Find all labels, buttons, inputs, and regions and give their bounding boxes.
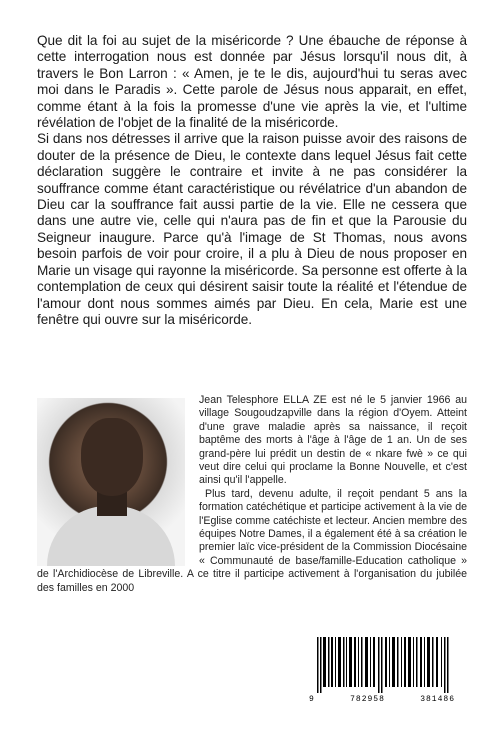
author-bio-paragraph-2: Plus tard, devenu adulte, il reçoit pendant 5 ans la formation catéchétique et participe activement à la vie de l'Eglise comme catéchiste et lecteur. Ancien membre des équipes Notre Dames, il a également été à sa création le premier laïc vice-président de la Commission Diocésaine « Communauté de base/famille-Education catholique » de l'Archidiocèse de Libreville. A ce titre il participe activement à l'organisation du jubilée des familles en 2000	[37, 487, 467, 594]
paragraph-1: Que dit la foi au sujet de la miséricorde ? Une ébauche de réponse à cette interrogation nous est donnée par Jésus lorsqu'il nous dit, à travers le Bon Larron : « Amen, je te le dis, aujourd'hui tu seras avec moi dans le Paradis ». Cette parole de Jésus nous apparait, en effet, comme étant à la fois la promesse d'une vie après la vie, et l'ultime révélation de l'objet de la finalité de la miséricorde.	[37, 33, 467, 131]
barcode-digit-group-1: 782958	[350, 695, 385, 704]
paragraph-2: Si dans nos détresses il arrive que la raison puisse avoir des raisons de douter de la présence de Dieu, le contexte dans lequel Jésus fait cette déclaration suggère le contraire et invite à ne pas considérer la souffrance comme étant caractéristique ou révélatrice d'un abandon de Dieu car la souffrance fait aussi partie de la vie. Elle ne cessera que dans une autre vie, celle qui n'aura pas de fin et que la Parousie du Seigneur inaugure. Parce qu'à l'image de St Thomas, nous avons besoin parfois de voir pour croire, il a plu à Dieu de nous proposer en Marie un visage qui rayonne la miséricorde. Sa personne est offerte à la contemplation de ceux qui désirent saisir toute la réalité et l'étendue de l'amour dont nous sommes aimés par Dieu. En cela, Marie est une fenêtre qui ouvre sur la miséricorde.	[37, 131, 467, 327]
barcode-digit-group-2: 381486	[420, 695, 455, 704]
author-bio	[37, 394, 467, 595]
author-photo	[37, 398, 185, 566]
author-bio-paragraph-1: Jean Telesphore ELLA ZE est né le 5 janvier 1966 au village Sougoudzapville dans la région d'Oyem. Atteint d'une grave maladie après sa naissance, il reçoit baptême des morts à l'âge à l'âge de 1 an. Un de ses grand-père lui prédit un destin de « nkare fwè » ce qui veut dire celui qui proclame la Bonne Nouvelle, et c'est ainsi qu'il l'appelle.	[199, 394, 467, 487]
isbn-barcode	[309, 633, 455, 711]
barcode-bars	[317, 637, 449, 693]
back-cover-text	[37, 33, 467, 328]
barcode-digit-lead: 9	[309, 695, 315, 704]
barcode-digits	[309, 695, 455, 704]
